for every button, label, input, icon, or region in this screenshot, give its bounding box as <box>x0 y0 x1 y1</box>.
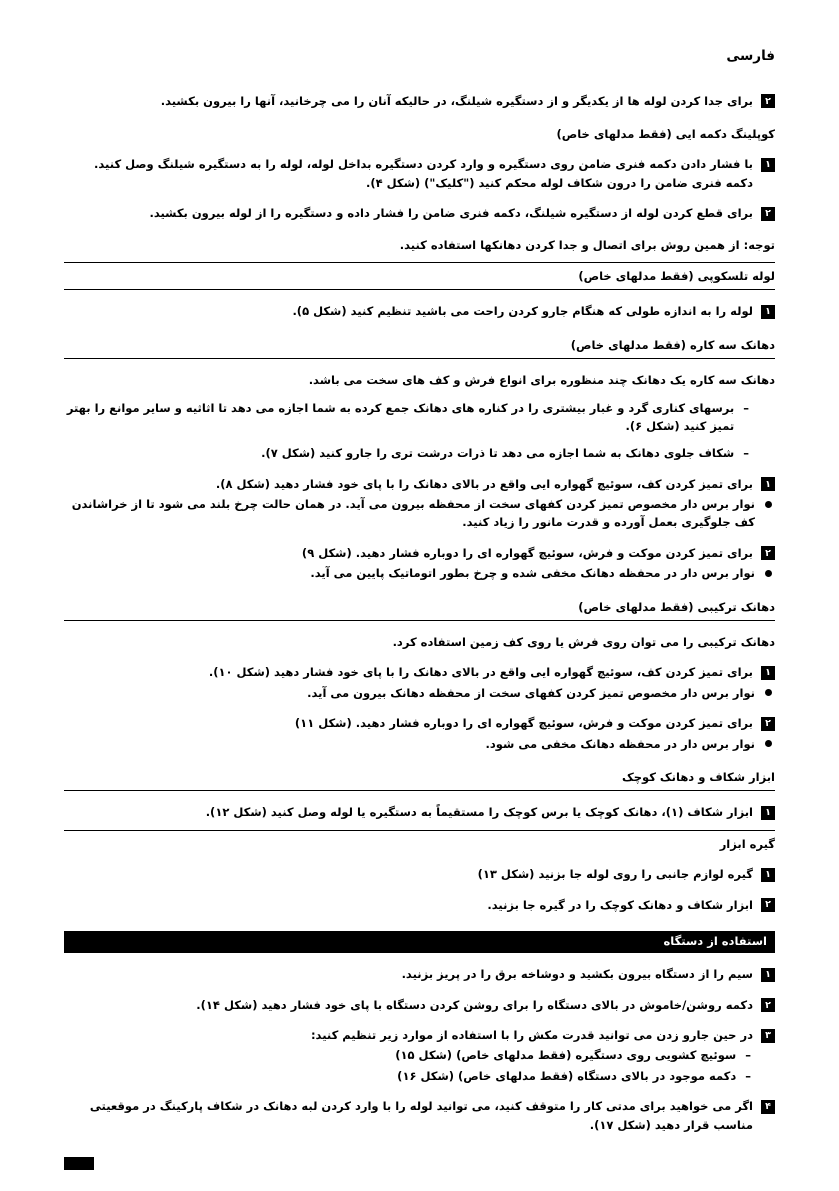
dash-list-item <box>64 1067 775 1085</box>
paragraph-text: دهانک سه کاره یک دهانک چند منظوره برای انواع فرش و کف های سخت می باشد. <box>308 373 775 388</box>
dash-icon: – <box>743 446 749 461</box>
footer-print-mark <box>64 1157 94 1170</box>
numbered-step <box>64 302 775 320</box>
section-rule <box>64 358 775 359</box>
step-number-badge: ۱ <box>761 305 775 319</box>
bullet-dot-icon <box>765 501 772 508</box>
step-number-badge: ۲ <box>761 998 775 1012</box>
step-text: گیره لوازم جانبی را روی لوله جا بزنید (شکل ۱۳) <box>477 867 753 882</box>
dash-text: شکاف جلوی دهانک به شما اجازه می دهد تا ذرات درشت تری را جارو کنید (شکل ۷). <box>261 446 735 461</box>
numbered-step <box>64 1097 775 1134</box>
step-row <box>64 896 775 914</box>
bullet-list-item <box>64 564 775 582</box>
step-row <box>64 92 775 110</box>
note-text: توجه: از همین روش برای اتصال و جدا کردن دهانکها استفاده کنید. <box>399 237 775 252</box>
step-number-badge: ۳ <box>761 1029 775 1043</box>
section-heading: کوپلینگ دکمه ایی (فقط مدلهای خاص) <box>556 126 775 141</box>
step-row <box>64 155 775 192</box>
step-text: برای تمیز کردن موکت و فرش، سوئیچ گهواره ای را دوباره فشار دهید. (شکل ۹) <box>301 545 753 560</box>
section-rule <box>64 262 775 263</box>
step-text: برای تمیز کردن موکت و فرش، سوئیچ گهواره ای را دوباره فشار دهید. (شکل ۱۱) <box>294 716 753 731</box>
numbered-step <box>64 155 775 192</box>
bullet-text: نوار برس دار مخصوص تمیز کردن کفهای سخت از محفظه بیرون می آید. در همان حالت چرخ بلند می شود تا از خراشاندن کف جلوگیری بعمل آورده و قدرت مانور را زیاد کنید. <box>71 497 755 530</box>
bullet-list-item <box>64 684 775 702</box>
section-rule <box>64 289 775 290</box>
step-text: با فشار دادن دکمه فنری ضامن روی دستگیره و وارد کردن دستگیره بداخل لوله، لوله را به دستگیره شیلنگ وصل کنید. دکمه فنری ضامن را درون شکاف لوله محکم کنید ("کلیک") (شکل ۴). <box>94 157 753 190</box>
step-row <box>64 996 775 1014</box>
dash-list-item <box>64 1046 775 1064</box>
bullet-text: نوار برس دار در محفظه دهانک مخفی می شود. <box>485 736 755 751</box>
numbered-step <box>64 204 775 222</box>
bullet-text: نوار برس دار مخصوص تمیز کردن کفهای سخت از محفظه دهانک بیرون می آید. <box>307 685 755 700</box>
step-text: ابزار شکاف و دهانک کوچک را در گیره جا بزنید. <box>487 897 753 912</box>
bullet-list-item <box>64 495 775 532</box>
dash-text: دکمه موجود در بالای دستگاه (فقط مدلهای خاص) (شکل ۱۶) <box>397 1068 737 1083</box>
step-text: در حین جارو زدن می توانید قدرت مکش را با استفاده از موارد زیر تنظیم کنید: <box>310 1028 753 1043</box>
document-body <box>64 92 775 1134</box>
section-rule <box>64 790 775 791</box>
numbered-step <box>64 475 775 532</box>
step-number-badge: ۱ <box>761 968 775 982</box>
dash-icon: – <box>745 1048 751 1063</box>
step-text: برای قطع کردن لوله از دستگیره شیلنگ، دکمه فنری ضامن را فشار داده و دستگیره را از لوله بیرون بکشید. <box>149 206 753 221</box>
dash-list-item <box>64 399 775 436</box>
step-number-badge: ۴ <box>761 1100 775 1114</box>
step-row <box>64 204 775 222</box>
bullet-dot-icon <box>765 740 772 747</box>
bullet-dot-icon <box>765 570 772 577</box>
page-language-title: فارسی <box>726 48 775 64</box>
step-row <box>64 803 775 821</box>
numbered-step <box>64 92 775 110</box>
step-number-badge: ۲ <box>761 94 775 108</box>
step-number-badge: ۲ <box>761 717 775 731</box>
dash-icon: – <box>743 400 749 415</box>
section-rule <box>64 620 775 621</box>
step-text: برای تمیز کردن کف، سوئیچ گهواره ایی واقع در بالای دهانک را با پای خود فشار دهید (شکل ۱۰). <box>208 665 753 680</box>
step-row <box>64 965 775 983</box>
step-row <box>64 865 775 883</box>
dash-list-item <box>64 444 775 462</box>
step-row <box>64 475 775 493</box>
dash-text: سوئیچ کشویی روی دستگیره (فقط مدلهای خاص) (شکل ۱۵) <box>395 1048 737 1063</box>
step-row <box>64 663 775 681</box>
numbered-step <box>64 865 775 883</box>
bullet-dot-icon <box>765 689 772 696</box>
dash-text: برسهای کناری گرد و غبار بیشتری را در کناره های دهانک جمع کرده به شما اجازه می دهد تا اثاثیه و سایر موانع را بهتر تمیز کنید (شکل ۶). <box>66 400 735 433</box>
numbered-step <box>64 896 775 914</box>
step-text: اگر می خواهید برای مدتی کار را متوقف کنید، می توانید لوله را با وارد کردن لبه دهانک در شکاف پارکینگ در موقعیتی مناسب قرار دهید (شکل ۱۷). <box>89 1099 753 1132</box>
dash-icon: – <box>745 1068 751 1083</box>
step-text: برای تمیز کردن کف، سوئیچ گهواره ایی واقع در بالای دهانک را با پای خود فشار دهید (شکل ۸). <box>215 476 753 491</box>
section-heading: ابزار شکاف و دهانک کوچک <box>621 769 775 784</box>
numbered-step <box>64 544 775 583</box>
step-number-badge: ۲ <box>761 207 775 221</box>
step-row <box>64 1026 775 1044</box>
numbered-step <box>64 1026 775 1085</box>
numbered-step <box>64 996 775 1014</box>
step-number-badge: ۱ <box>761 477 775 491</box>
banner-title: استفاده از دستگاه <box>663 933 767 948</box>
step-number-badge: ۱ <box>761 868 775 882</box>
step-row <box>64 544 775 562</box>
step-number-badge: ۲ <box>761 898 775 912</box>
section-heading: دهانک سه کاره (فقط مدلهای خاص) <box>570 337 775 352</box>
numbered-step <box>64 803 775 821</box>
step-number-badge: ۱ <box>761 806 775 820</box>
numbered-step <box>64 714 775 753</box>
numbered-step <box>64 663 775 702</box>
step-text: ابزار شکاف (۱)، دهانک کوچک یا برس کوچک را مستقیماً به دستگیره یا لوله وصل کنید (شکل ۱۲). <box>205 805 753 820</box>
step-text: برای جدا کردن لوله ها از یکدیگر و از دستگیره شیلنگ، در حالیکه آنان را می چرخانید، آنها را بیرون بکشید. <box>160 93 753 108</box>
step-number-badge: ۲ <box>761 546 775 560</box>
step-text: لوله را به اندازه طولی که هنگام جارو کردن راحت می باشید تنظیم کنید (شکل ۵). <box>292 304 753 319</box>
section-heading: دهانک ترکیبی (فقط مدلهای خاص) <box>578 599 775 614</box>
step-number-badge: ۱ <box>761 158 775 172</box>
section-heading: لوله تلسکوپی (فقط مدلهای خاص) <box>578 268 775 283</box>
step-row <box>64 302 775 320</box>
step-text: سیم را از دستگاه بیرون بکشید و دوشاخه برق را در پریز بزنید. <box>401 967 753 982</box>
numbered-step <box>64 965 775 983</box>
step-text: دکمه روشن/خاموش در بالای دستگاه را برای روشن کردن دستگاه با پای خود فشار دهید (شکل ۱۴). <box>196 997 753 1012</box>
bullet-text: نوار برس دار در محفظه دهانک مخفی شده و چرخ بطور اتوماتیک پایین می آید. <box>310 566 755 581</box>
section-heading: گیره ابزار <box>719 836 775 851</box>
section-banner <box>64 931 775 953</box>
section-rule <box>64 830 775 831</box>
bullet-list-item <box>64 735 775 753</box>
step-row <box>64 1097 775 1134</box>
step-row <box>64 714 775 732</box>
step-number-badge: ۱ <box>761 666 775 680</box>
paragraph-text: دهانک ترکیبی را می توان روی فرش یا روی کف زمین استفاده کرد. <box>392 635 775 650</box>
